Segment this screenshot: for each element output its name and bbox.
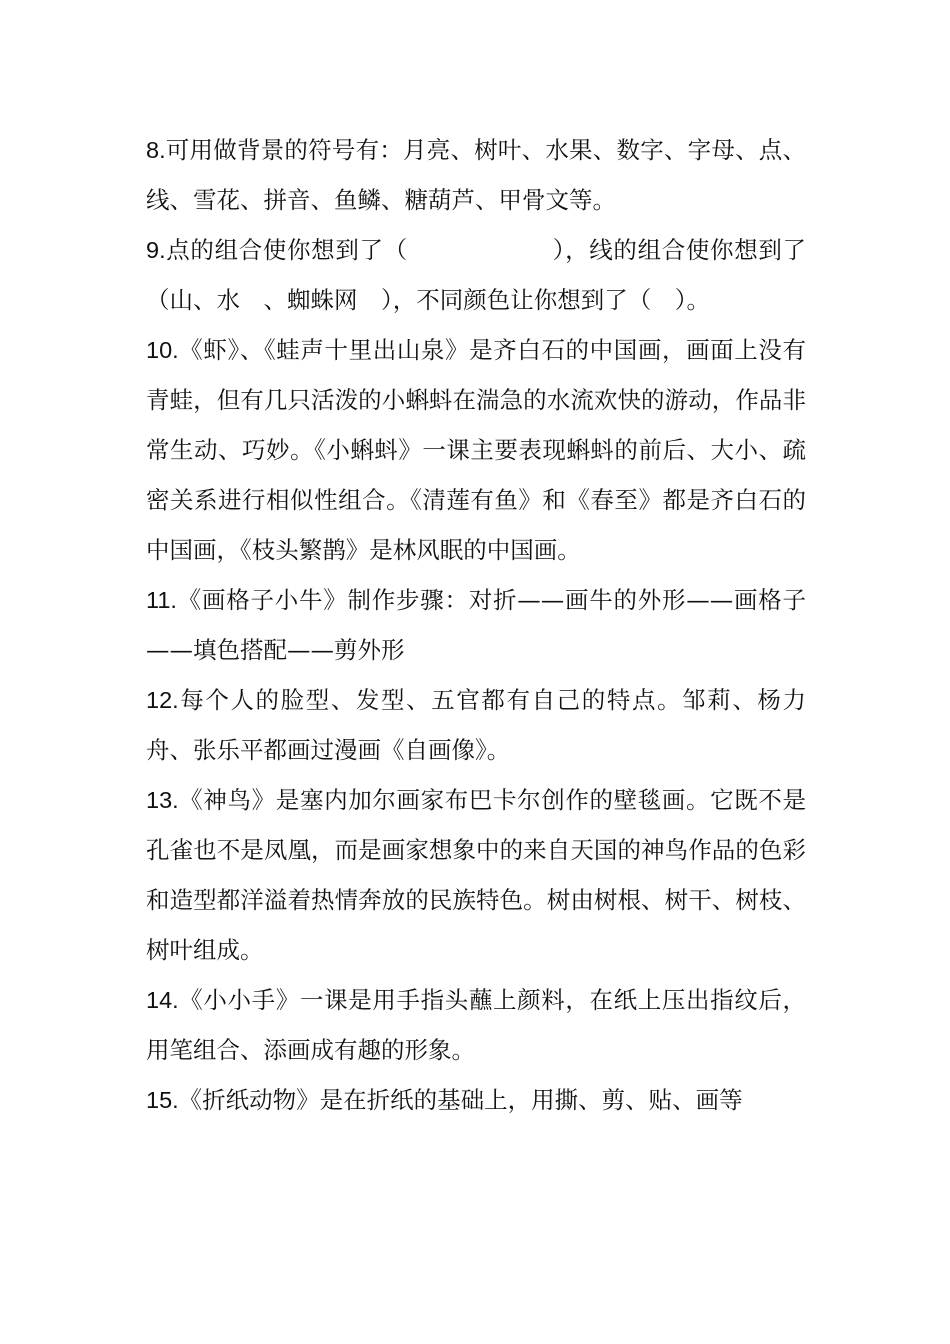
paragraph-text: 每个人的脸型、发型、五官都有自己的特点。邹莉、杨力舟、张乐平都画过漫画《自画像》。: [146, 686, 806, 764]
paragraph-8: [146, 125, 806, 225]
paragraph-number: 9.: [146, 237, 166, 263]
paragraph-text: 《折纸动物》是在折纸的基础上，用撕、剪、贴、画等: [178, 1086, 743, 1114]
paragraph-9: [146, 225, 806, 325]
paragraph-text: 点的组合使你想到了（ ），线的组合使你想到了（山、水 、蜘蛛网 ），不同颜色让你想到了（ ）。: [146, 236, 806, 314]
paragraph-13: [146, 775, 806, 975]
paragraph-10: [146, 325, 806, 575]
paragraph-number: 11.: [146, 587, 177, 613]
paragraph-number: 12.: [146, 687, 179, 713]
paragraph-number: 14.: [146, 987, 179, 1013]
paragraph-15: [146, 1075, 806, 1125]
paragraph-14: [146, 975, 806, 1075]
document-body: [146, 125, 806, 1125]
paragraph-number: 10.: [146, 337, 179, 363]
paragraph-text: 可用做背景的符号有：月亮、树叶、水果、数字、字母、点、线、雪花、拼音、鱼鳞、糖葫芦、甲骨文等。: [146, 136, 806, 214]
paragraph-number: 15.: [146, 1087, 179, 1113]
paragraph-text: 《小小手》一课是用手指头蘸上颜料，在纸上压出指纹后，用笔组合、添画成有趣的形象。: [146, 986, 806, 1064]
paragraph-number: 13.: [146, 787, 179, 813]
paragraph-12: [146, 675, 806, 775]
paragraph-text: 《虾》、《蛙声十里出山泉》是齐白石的中国画，画面上没有青蛙，但有几只活泼的小蝌蚪在湍急的水流欢快的游动，作品非常生动、巧妙。《小蝌蚪》一课主要表现蝌蚪的前后、大小、疏密关系进行相似性组合。《清莲有鱼》和《春至》都是齐白石的中国画，《枝头繁鹊》是林风眠的中国画。: [146, 336, 806, 564]
paragraph-text: 《画格子小牛》制作步骤：对折——画牛的外形——画格子——填色搭配——剪外形: [146, 586, 806, 664]
paragraph-11: [146, 575, 806, 675]
paragraph-text: 《神鸟》是塞内加尔画家布巴卡尔创作的壁毯画。它既不是孔雀也不是凤凰，而是画家想象中的来自天国的神鸟作品的色彩和造型都洋溢着热情奔放的民族特色。树由树根、树干、树枝、树叶组成。: [146, 786, 806, 964]
paragraph-number: 8.: [146, 137, 166, 163]
